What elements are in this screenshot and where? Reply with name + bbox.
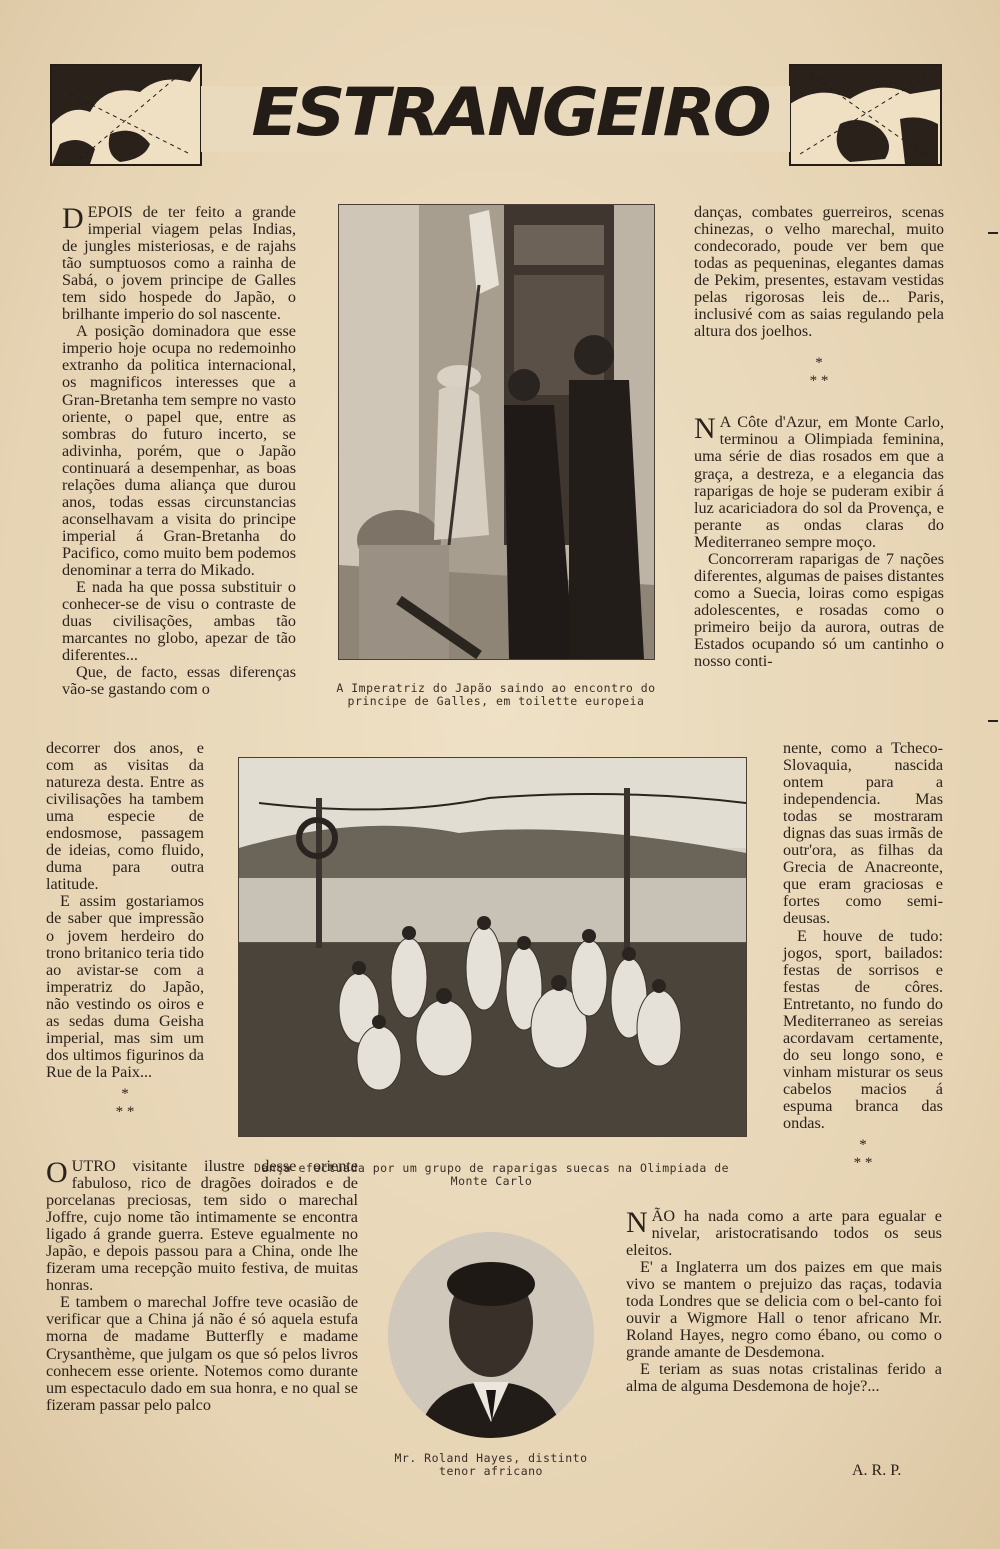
paragraph: UTRO visitante ilustre desse oriente fabuloso, rico de dragões doirados e de porcelanas preciosas, tem sido o marechal Joffre, cujo nome tão intimamente se encontra ligado á grande guerra. Esteve egualmente no Japão, e depois passou para a China, onde lhe fizeram uma recepção muito festiva, de muitas honras. (46, 1157, 358, 1295)
photo-caption-empress (310, 682, 682, 708)
paragraph: A Côte d'Azur, em Monte Carlo, terminou a Olimpiada feminina, uma série de dias rosados em que a graça, a destreza, e a elegancia das raparigas de hoje se puderam exibir á luz acariciadora do sol da Provença, e perante as ondas claras do Mediterraneo sempre moço. (694, 413, 944, 551)
paragraph: E tambem o marechal Joffre teve ocasião de verificar que a China já não é só aquela estufa morna de madame Butterfly e madame Crysanthème, que julgam os que só pelos livros conhecem esse oriente. Notemos como durante um espectaculo dado em sua honra, e no qual se fizeram passar pelo palco (46, 1293, 358, 1414)
photo-roland-hayes (388, 1232, 594, 1438)
caption-text: Dança efectuada por um grupo de raparigas suecas na Olimpiada de Monte Carlo (253, 1161, 730, 1188)
paragraph: decorrer dos anos, e com as visitas da natureza desta. Entre as civilisações ha tambem uma especie de endosmose, passagem de ideias, como fluido, duma para outra latitude. (46, 739, 204, 894)
paragraph: Concorreram raparigas de 7 nações diferentes, algumas de paises distantes como a Suecia, loiras como espigas adolescentes, e rosadas como o primeiro beijo da aurora, outras de Estados ocupando só um cantinho o nosso conti- (694, 549, 944, 671)
article-column-right-narrow (783, 740, 943, 1176)
paragraph: E nada ha que possa substituir o conhecer-se de visu o contraste de duas civilisações, ambas tão marcantes no globo, apezar de tão diferentes... (62, 578, 296, 665)
drop-cap: O (46, 1156, 68, 1189)
drop-cap: D (62, 202, 84, 235)
section-separator: * * * (809, 355, 829, 390)
caption-text: A Imperatriz do Japão saindo ao encontro do principe de Galles, em toilette europeia (336, 681, 656, 708)
photo-swedish-dancers (238, 757, 747, 1137)
paragraph: danças, combates guerreiros, scenas chinezas, o velho marechal, muito condecorado, poude ver bem que todas as pequeninas, elegantes damas de Pekim, presentes, estavam vestidas pelas rigorosas leis de... Paris, inclusivé com as saias regulando pela altura dos joelhos. (694, 203, 944, 341)
author-signature: A. R. P. (852, 1462, 902, 1479)
article-column-left (62, 204, 296, 698)
drop-cap: N (626, 1206, 648, 1239)
paragraph: E houve de tudo: jogos, sport, bailados: festas de sorrisos e festas de côres. Entretanto, no fundo do Mediterraneo as sereias acordavam certamente, do seu longo sono, e vinham misturar os seus cabelos macios á espuma branca das ondas. (783, 926, 943, 1133)
paragraph: E assim gostariamos de saber que impressão o jovem herdeiro do trono britanico teria tido ao avistar-se com a imperatriz do Japão, não vestindo os oiros e as sedas duma Geisha imperial, mas sim um dos ultimos figurinos da Rue de la Paix... (46, 892, 204, 1081)
caption-text: Mr. Roland Hayes, distinto tenor africano (394, 1451, 588, 1478)
paragraph: EPOIS de ter feito a grande imperial viagem pelas Indias, de jungles misteriosas, e de rajahs tão sumptuosos como a rainha de Sabá, o jovem principe de Galles tem sido hospede do Japão, o brilhante imperio do sol nascente. (62, 203, 296, 324)
paragraph: E' a Inglaterra um dos paizes em que mais vivo se mantem o prejuizo das raças, todavia toda Londres que se delicia com o bel-canto foi ouvir a Wigmore Hall o tenor africano Mr. Roland Hayes, negro como ébano, ou como o grande amante de Desdemona. (626, 1258, 942, 1362)
article-column-bottom-left (46, 1158, 358, 1414)
section-separator: * * * (853, 1137, 873, 1172)
drop-cap: N (694, 412, 716, 446)
article-column-right (694, 204, 944, 670)
section-title: ESTRANGEIRO (251, 74, 769, 151)
article-column-left-narrow (46, 740, 204, 1125)
paragraph: E teriam as suas notas cristalinas ferido a alma de alguma Desdemona de hoje?... (626, 1360, 942, 1396)
section-separator: * * * (115, 1085, 135, 1120)
photo-caption-hayes (388, 1452, 594, 1478)
section-header-banner (50, 64, 942, 166)
margin-mark (988, 720, 998, 722)
photo-empress-prince (338, 204, 655, 660)
paragraph: nente, como a Tcheco-Slovaquia, nascida ontem para a independencia. Mas todas se mostraram dignas das suas irmãs de outr'ora, as filhas da Grecia de Anacreonte, que eram graciosas e fortes como semi-deusas. (783, 739, 943, 928)
paragraph: A posição dominadora que esse imperio hoje ocupa no redemoinho extranho da politica internacional, os magnificos interesses que a Gran-Bretanha tem sempre no vasto oriente, o papel que, entre as sombras do futuro incerto, se adivinha, porém, que o Japão continuará a desempenhar, as boas relações duma aliança que durou anos, todas essas circunstancias aconselhavam a visita do principe imperial á Gran-Bretanha do Pacifico, como muito bem podemos denominar a terra do Mikado. (62, 322, 296, 579)
paragraph: ÃO ha nada como a arte para egualar e nivelar, aristocratisando todos os seus eleitos. (626, 1207, 942, 1260)
paragraph: Que, de facto, essas diferenças vão-se gastando com o (62, 663, 296, 699)
margin-mark (988, 232, 998, 234)
article-column-bottom-right (626, 1208, 942, 1396)
